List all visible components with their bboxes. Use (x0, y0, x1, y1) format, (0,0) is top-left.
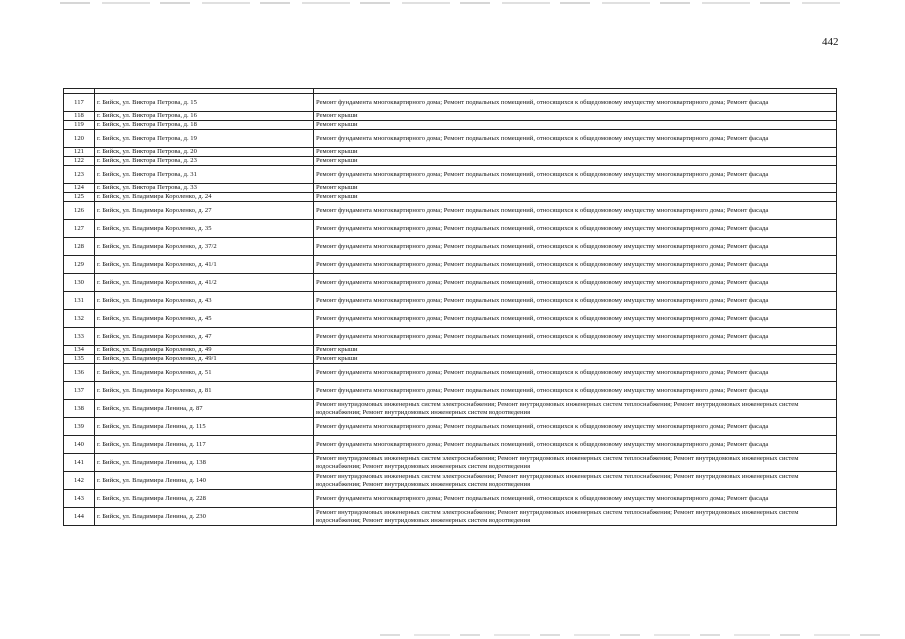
row-number: 124 (64, 184, 95, 193)
row-address-cell (95, 202, 314, 220)
table-row (64, 256, 837, 274)
row-number: 138 (64, 400, 95, 418)
row-address: г. Бийск, ул. Владимира Короленко, д. 45 (97, 314, 212, 322)
table-row (64, 436, 837, 454)
row-works: Ремонт крыши (314, 112, 837, 121)
row-works: Ремонт фундамента многоквартирного дома; Ремонт подвальных помещений, относящихся к общедомовому имуществу многоквартирного дома; Ремонт фасада (314, 220, 837, 238)
table-row (64, 472, 837, 490)
row-works: Ремонт внутридомовых инженерных систем электроснабжения; Ремонт внутридомовых инженерных систем теплоснабжения; Ремонт внутридомовых инженерных систем водоснабжения; Ремонт внутридомовых инженерных систем водоотведения (314, 454, 837, 472)
row-address-cell (95, 508, 314, 526)
row-works: Ремонт крыши (314, 346, 837, 355)
table-row (64, 346, 837, 355)
row-works: Ремонт фундамента многоквартирного дома; Ремонт подвальных помещений, относящихся к общедомовому имуществу многоквартирного дома; Ремонт фасада (314, 274, 837, 292)
table-row (64, 454, 837, 472)
row-address-cell (95, 418, 314, 436)
row-address-cell (95, 292, 314, 310)
row-works: Ремонт фундамента многоквартирного дома; Ремонт подвальных помещений, относящихся к общедомовому имуществу многоквартирного дома; Ремонт фасада (314, 256, 837, 274)
table-row (64, 157, 837, 166)
row-address: г. Бийск, ул. Виктора Петрова, д. 23 (97, 157, 197, 165)
table-row (64, 400, 837, 418)
row-number: 137 (64, 382, 95, 400)
row-address: г. Бийск, ул. Владимира Короленко, д. 41/2 (97, 278, 217, 286)
row-address: г. Бийск, ул. Владимира Короленко, д. 43 (97, 296, 212, 304)
row-number: 136 (64, 364, 95, 382)
row-number: 127 (64, 220, 95, 238)
row-address-cell (95, 256, 314, 274)
row-number: 129 (64, 256, 95, 274)
row-works: Ремонт фундамента многоквартирного дома; Ремонт подвальных помещений, относящихся к общедомовому имуществу многоквартирного дома; Ремонт фасада (314, 418, 837, 436)
row-address: г. Бийск, ул. Владимира Короленко, д. 47 (97, 332, 212, 340)
row-works: Ремонт фундамента многоквартирного дома; Ремонт подвальных помещений, относящихся к общедомовому имуществу многоквартирного дома; Ремонт фасада (314, 166, 837, 184)
row-address-cell (95, 121, 314, 130)
row-number: 123 (64, 166, 95, 184)
row-works: Ремонт крыши (314, 148, 837, 157)
row-address: г. Бийск, ул. Владимира Короленко, д. 49 (97, 346, 212, 354)
row-works: Ремонт крыши (314, 355, 837, 364)
row-number: 143 (64, 490, 95, 508)
row-address: г. Бийск, ул. Владимира Ленина, д. 140 (97, 476, 206, 484)
row-address: г. Бийск, ул. Владимира Ленина, д. 138 (97, 458, 206, 466)
row-works: Ремонт фундамента многоквартирного дома; Ремонт подвальных помещений, относящихся к общедомовому имуществу многоквартирного дома; Ремонт фасада (314, 328, 837, 346)
row-address-cell (95, 238, 314, 256)
row-number: 125 (64, 193, 95, 202)
table-row (64, 112, 837, 121)
row-works: Ремонт фундамента многоквартирного дома; Ремонт подвальных помещений, относящихся к общедомовому имуществу многоквартирного дома; Ремонт фасада (314, 436, 837, 454)
row-number: 118 (64, 112, 95, 121)
table-row (64, 184, 837, 193)
row-works: Ремонт фундамента многоквартирного дома; Ремонт подвальных помещений, относящихся к общедомовому имуществу многоквартирного дома; Ремонт фасада (314, 382, 837, 400)
table-body (64, 89, 837, 526)
row-works: Ремонт фундамента многоквартирного дома; Ремонт подвальных помещений, относящихся к общедомовому имуществу многоквартирного дома; Ремонт фасада (314, 310, 837, 328)
row-number: 131 (64, 292, 95, 310)
row-address-cell (95, 94, 314, 112)
row-address: г. Бийск, ул. Виктора Петрова, д. 33 (97, 184, 197, 192)
row-address: г. Бийск, ул. Виктора Петрова, д. 15 (97, 98, 197, 106)
row-address-cell (95, 220, 314, 238)
table-row (64, 193, 837, 202)
row-works: Ремонт фундамента многоквартирного дома; Ремонт подвальных помещений, относящихся к общедомовому имуществу многоквартирного дома; Ремонт фасада (314, 490, 837, 508)
row-number: 126 (64, 202, 95, 220)
row-address: г. Бийск, ул. Владимира Ленина, д. 230 (97, 512, 206, 520)
scan-artifact-top (60, 2, 840, 4)
row-address-cell (95, 346, 314, 355)
table-row (64, 328, 837, 346)
row-address: г. Бийск, ул. Виктора Петрова, д. 19 (97, 134, 197, 142)
row-address-cell (95, 364, 314, 382)
row-address-cell (95, 472, 314, 490)
row-number: 134 (64, 346, 95, 355)
table-row (64, 508, 837, 526)
table-row (64, 148, 837, 157)
row-address: г. Бийск, ул. Владимира Ленина, д. 87 (97, 404, 203, 412)
row-address: г. Бийск, ул. Владимира Короленко, д. 51 (97, 368, 212, 376)
table-row (64, 274, 837, 292)
table-row (64, 355, 837, 364)
table-row (64, 202, 837, 220)
row-works: Ремонт фундамента многоквартирного дома; Ремонт подвальных помещений, относящихся к общедомовому имуществу многоквартирного дома; Ремонт фасада (314, 202, 837, 220)
row-works: Ремонт крыши (314, 157, 837, 166)
row-works: Ремонт фундамента многоквартирного дома; Ремонт подвальных помещений, относящихся к общедомовому имуществу многоквартирного дома; Ремонт фасада (314, 130, 837, 148)
row-works: Ремонт фундамента многоквартирного дома; Ремонт подвальных помещений, относящихся к общедомовому имуществу многоквартирного дома; Ремонт фасада (314, 292, 837, 310)
row-address-cell (95, 112, 314, 121)
table-row (64, 418, 837, 436)
table-row (64, 94, 837, 112)
row-works: Ремонт крыши (314, 121, 837, 130)
row-address-cell (95, 355, 314, 364)
row-number: 121 (64, 148, 95, 157)
table-row (64, 364, 837, 382)
row-address: г. Бийск, ул. Владимира Короленко, д. 81 (97, 386, 212, 394)
table-row (64, 166, 837, 184)
address-works-table (63, 88, 837, 526)
row-number: 117 (64, 94, 95, 112)
row-works: Ремонт крыши (314, 184, 837, 193)
row-number: 132 (64, 310, 95, 328)
row-works: Ремонт фундамента многоквартирного дома; Ремонт подвальных помещений, относящихся к общедомовому имуществу многоквартирного дома; Ремонт фасада (314, 94, 837, 112)
table-row (64, 121, 837, 130)
row-address: г. Бийск, ул. Владимира Короленко, д. 24 (97, 193, 212, 201)
row-address-cell (95, 184, 314, 193)
row-address: г. Бийск, ул. Владимира Короленко, д. 49/1 (97, 355, 217, 363)
row-address: г. Бийск, ул. Владимира Ленина, д. 228 (97, 494, 206, 502)
row-number: 144 (64, 508, 95, 526)
row-number: 122 (64, 157, 95, 166)
row-number: 119 (64, 121, 95, 130)
row-address-cell (95, 436, 314, 454)
row-works: Ремонт внутридомовых инженерных систем электроснабжения; Ремонт внутридомовых инженерных систем теплоснабжения; Ремонт внутридомовых инженерных систем водоснабжения; Ремонт внутридомовых инженерных систем водоотведения (314, 400, 837, 418)
row-number: 141 (64, 454, 95, 472)
row-works: Ремонт крыши (314, 193, 837, 202)
table-row (64, 310, 837, 328)
page-number: 442 (822, 36, 839, 48)
row-address-cell (95, 328, 314, 346)
row-address: г. Бийск, ул. Виктора Петрова, д. 16 (97, 112, 197, 120)
row-address-cell (95, 310, 314, 328)
table-row (64, 130, 837, 148)
row-address: г. Бийск, ул. Владимира Ленина, д. 117 (97, 440, 206, 448)
row-number: 140 (64, 436, 95, 454)
row-works: Ремонт фундамента многоквартирного дома; Ремонт подвальных помещений, относящихся к общедомовому имуществу многоквартирного дома; Ремонт фасада (314, 364, 837, 382)
row-number: 133 (64, 328, 95, 346)
row-address: г. Бийск, ул. Виктора Петрова, д. 31 (97, 170, 197, 178)
table-row (64, 292, 837, 310)
row-address: г. Бийск, ул. Владимира Короленко, д. 37/2 (97, 242, 217, 250)
row-address: г. Бийск, ул. Владимира Короленко, д. 27 (97, 206, 212, 214)
row-number: 142 (64, 472, 95, 490)
scan-artifact-bottom (380, 634, 880, 636)
row-address-cell (95, 382, 314, 400)
row-address: г. Бийск, ул. Владимира Короленко, д. 41/1 (97, 260, 217, 268)
table-row (64, 220, 837, 238)
row-address: г. Бийск, ул. Виктора Петрова, д. 18 (97, 121, 197, 129)
row-address-cell (95, 454, 314, 472)
row-address-cell (95, 166, 314, 184)
row-number: 128 (64, 238, 95, 256)
row-works: Ремонт внутридомовых инженерных систем электроснабжения; Ремонт внутридомовых инженерных систем теплоснабжения; Ремонт внутридомовых инженерных систем водоснабжения; Ремонт внутридомовых инженерных систем водоотведения (314, 472, 837, 490)
row-address-cell (95, 148, 314, 157)
row-address-cell (95, 490, 314, 508)
row-address-cell (95, 193, 314, 202)
row-address: г. Бийск, ул. Владимира Ленина, д. 115 (97, 422, 206, 430)
table-row (64, 490, 837, 508)
table-row (64, 382, 837, 400)
row-address-cell (95, 274, 314, 292)
row-number: 135 (64, 355, 95, 364)
table-row (64, 238, 837, 256)
row-number: 130 (64, 274, 95, 292)
row-works: Ремонт внутридомовых инженерных систем электроснабжения; Ремонт внутридомовых инженерных систем теплоснабжения; Ремонт внутридомовых инженерных систем водоснабжения; Ремонт внутридомовых инженерных систем водоотведения (314, 508, 837, 526)
row-address-cell (95, 157, 314, 166)
row-address: г. Бийск, ул. Виктора Петрова, д. 20 (97, 148, 197, 156)
row-number: 139 (64, 418, 95, 436)
row-number: 120 (64, 130, 95, 148)
row-works: Ремонт фундамента многоквартирного дома; Ремонт подвальных помещений, относящихся к общедомовому имуществу многоквартирного дома; Ремонт фасада (314, 238, 837, 256)
row-address-cell (95, 400, 314, 418)
row-address-cell (95, 130, 314, 148)
row-address: г. Бийск, ул. Владимира Короленко, д. 35 (97, 224, 212, 232)
